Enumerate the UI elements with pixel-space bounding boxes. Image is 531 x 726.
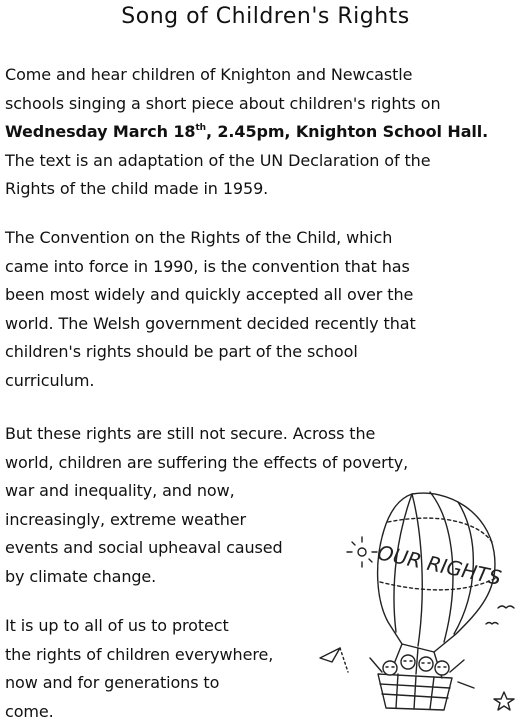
- hot-air-balloon-illustration: [318, 482, 530, 722]
- threats-line: events and social upheaval caused: [5, 534, 408, 563]
- closing-line: the rights of children everywhere,: [5, 641, 273, 670]
- closing-line: It is up to all of us to protect: [5, 612, 273, 641]
- convention-line: The Convention on the Rights of the Child, which: [5, 224, 416, 253]
- page-title: Song of Children's Rights: [0, 4, 531, 29]
- event-day: Wednesday March 18: [5, 122, 195, 141]
- threats-line: war and inequality, and now,: [5, 477, 408, 506]
- intro-line-1: Come and hear children of Knighton and Newcastle: [5, 61, 488, 90]
- event-day-suffix: th: [195, 123, 206, 133]
- intro-line-4: The text is an adaptation of the UN Declaration of the: [5, 147, 488, 176]
- convention-line: curriculum.: [5, 367, 416, 396]
- convention-line: been most widely and quickly accepted all over the: [5, 281, 416, 310]
- threats-line: But these rights are still not secure. Across the: [5, 420, 408, 449]
- threats-line: world, children are suffering the effects of poverty,: [5, 449, 408, 478]
- convention-line: came into force in 1990, is the convention that has: [5, 253, 416, 282]
- event-time-place: , 2.45pm, Knighton School Hall.: [206, 122, 488, 141]
- convention-paragraph: [5, 224, 416, 395]
- intro-paragraph: [5, 61, 488, 204]
- closing-line: come.: [5, 698, 273, 726]
- closing-paragraph: [5, 612, 273, 726]
- threats-line: increasingly, extreme weather: [5, 506, 408, 535]
- intro-line-5: Rights of the child made in 1959.: [5, 175, 488, 204]
- convention-line: children's rights should be part of the school: [5, 338, 416, 367]
- convention-line: world. The Welsh government decided recently that: [5, 310, 416, 339]
- balloon-rights-text: OUR RIGHTS: [375, 540, 503, 590]
- closing-line: now and for generations to: [5, 669, 273, 698]
- threats-line: by climate change.: [5, 563, 408, 592]
- intro-line-2: schools singing a short piece about children's rights on: [5, 90, 488, 119]
- intro-event-line: [5, 118, 488, 147]
